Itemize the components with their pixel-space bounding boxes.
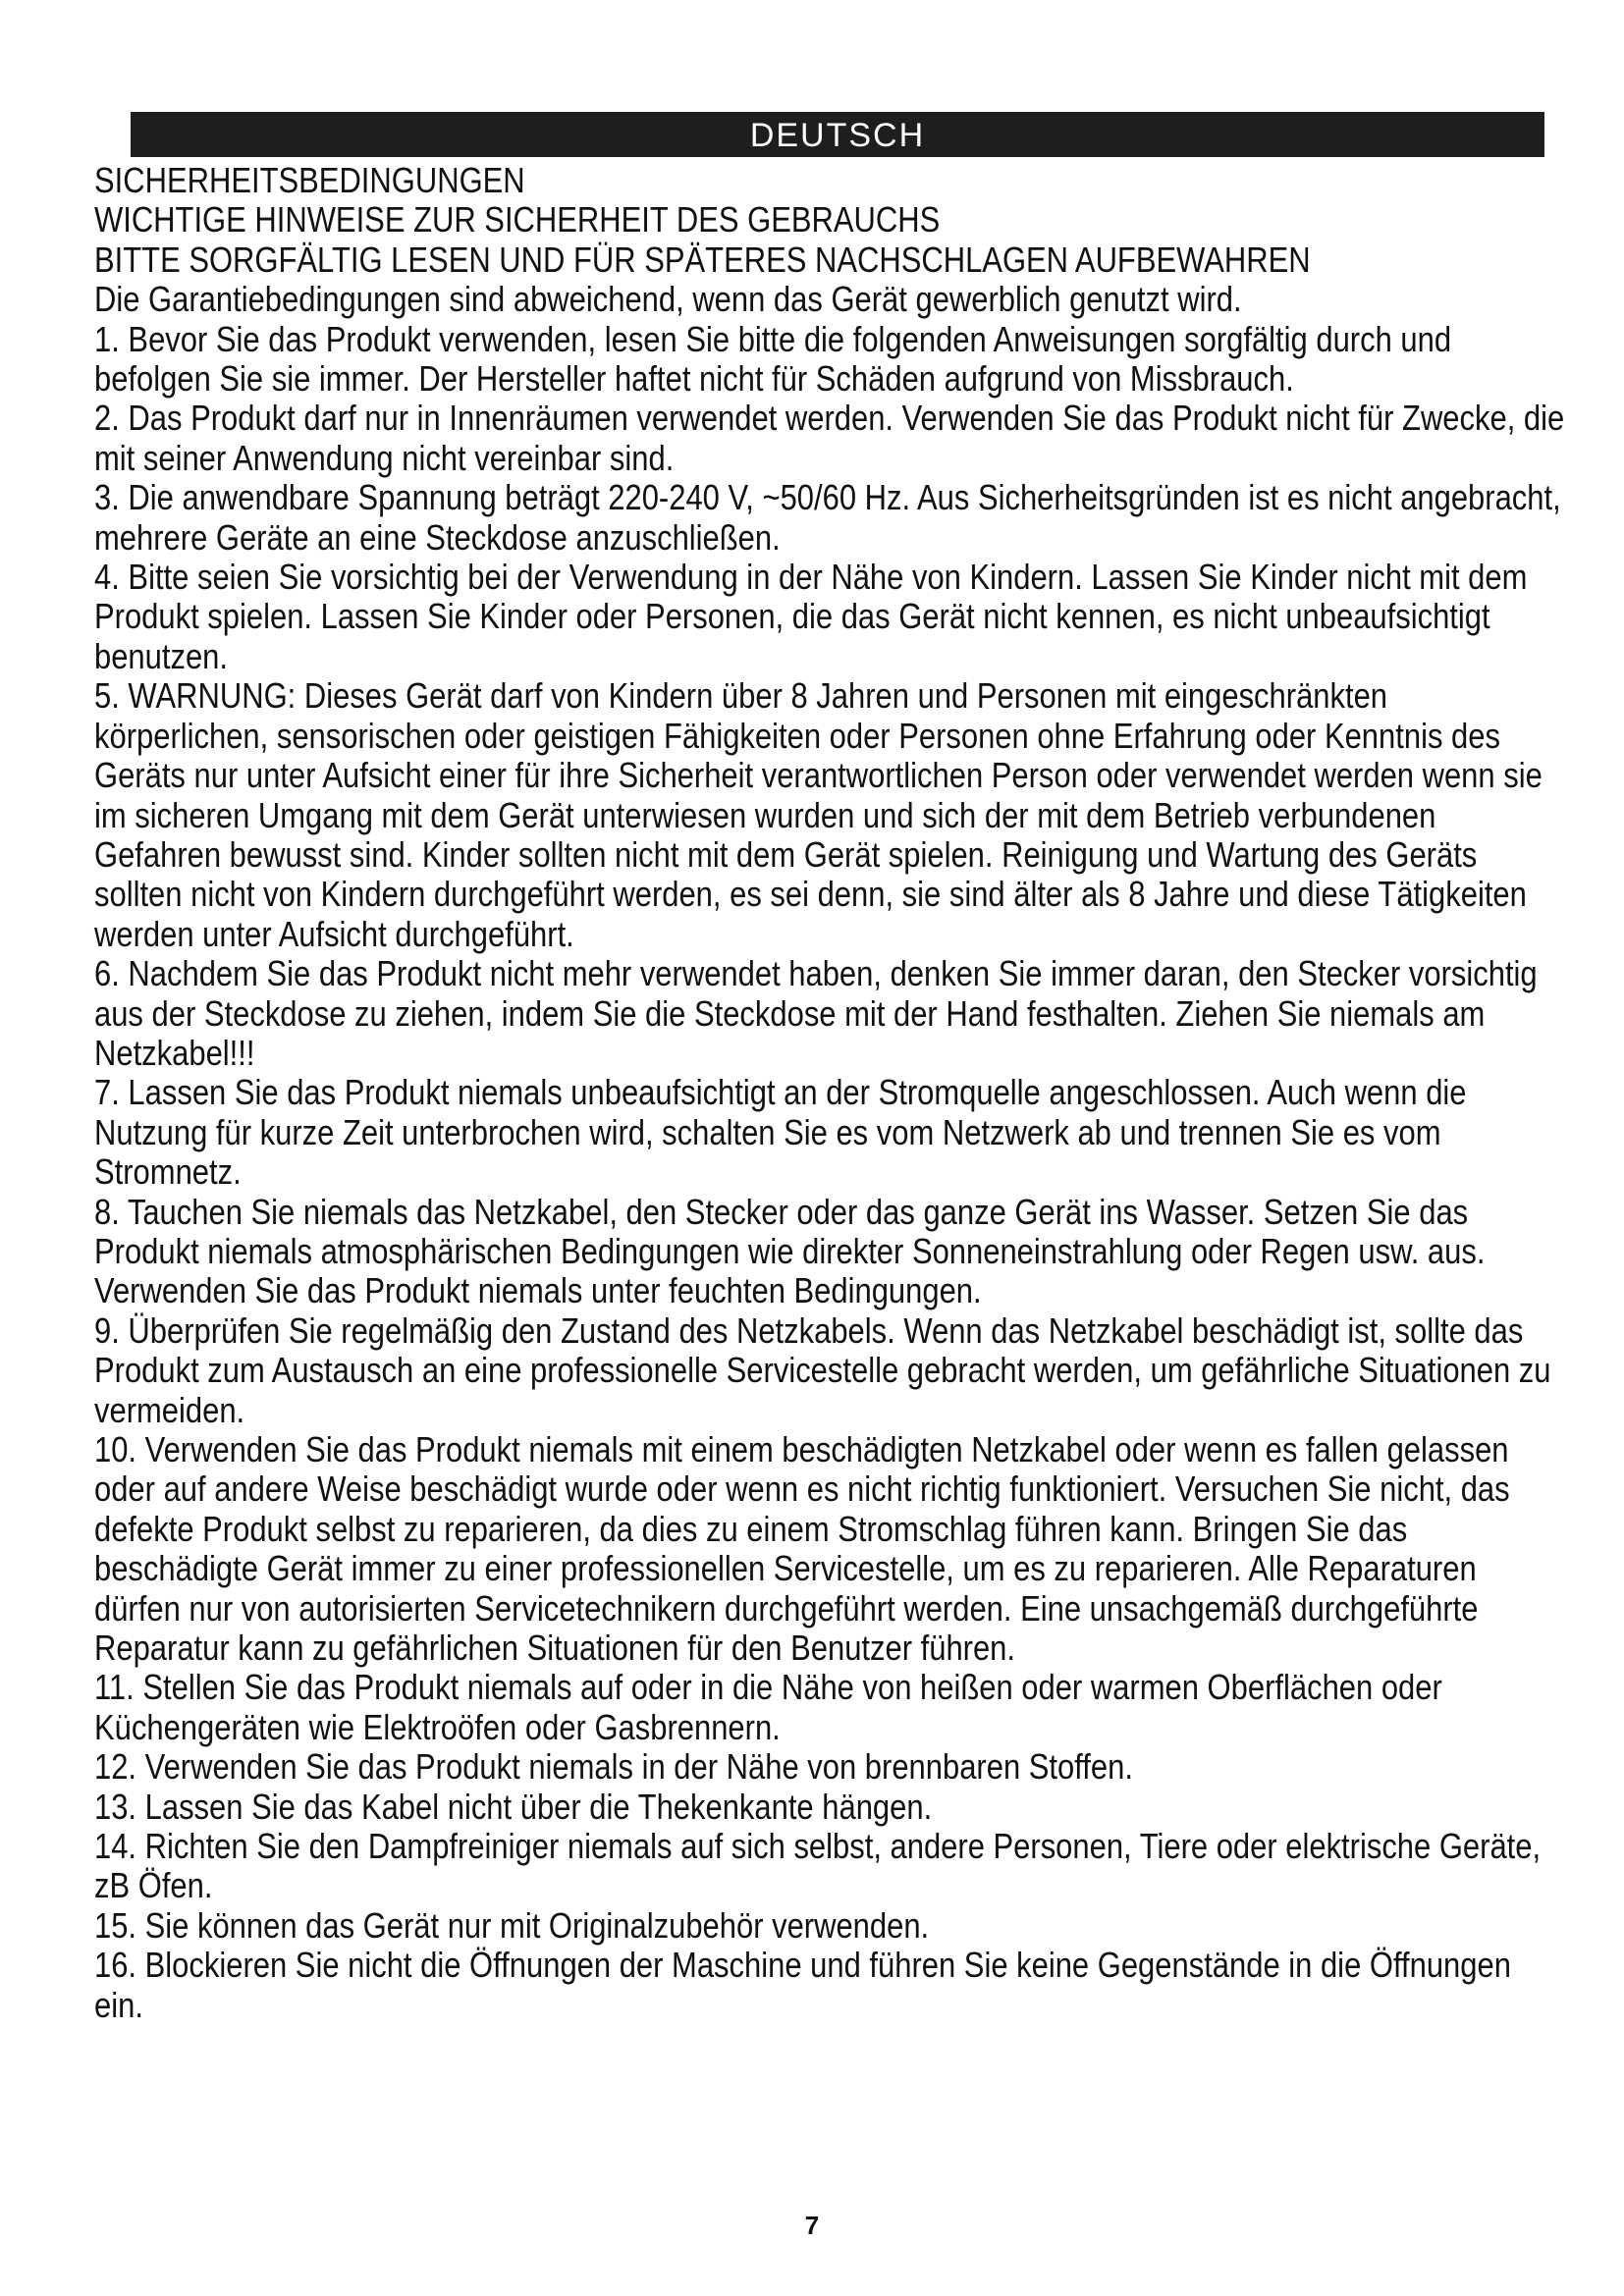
instruction-item-15: 15. Sie können das Gerät nur mit Originalzubehör verwenden. [94, 1904, 930, 1946]
instruction-item-9: 9. Überprüfen Sie regelmäßig den Zustand des Netzkabels. Wenn das Netzkabel beschädigt ist, sollte das Produkt zum Austausch an eine professionelle Servicestelle gebracht werden, um gefährliche Situationen zu vermeiden. [94, 1309, 1551, 1430]
instruction-item-2: 2. Das Produkt darf nur in Innenräumen verwendet werden. Verwenden Sie das Produkt nicht für Zwecke, die mit seiner Anwendung nicht vereinbar sind. [94, 398, 1565, 478]
instruction-item-12: 12. Verwenden Sie das Produkt niemals in der Nähe von brennbaren Stoffen. [94, 1746, 1133, 1788]
instruction-item-11: 11. Stellen Sie das Produkt niemals auf oder in die Nähe von heißen oder warmen Oberflächen oder Küchengeräten wie Elektroöfen oder Gasbrennern. [94, 1667, 1442, 1747]
instruction-item-1: 1. Bevor Sie das Produkt verwenden, lesen Sie bitte die folgenden Anweisungen sorgfältig durch und befolgen Sie sie immer. Der Hersteller haftet nicht für Schäden aufgrund von Missbrauch. [94, 318, 1452, 400]
safety-instructions [94, 160, 1565, 2025]
section-subtitle: WICHTIGE HINWEISE ZUR SICHERHEIT DES GEBRAUCHS [94, 199, 941, 240]
instruction-item-8: 8. Tauchen Sie niemals das Netzkabel, den Stecker oder das ganze Gerät ins Wasser. Setzen Sie das Produkt niemals atmosphärischen Bedingungen wie direkter Sonneneinstrahlung oder Regen usw. aus. Verwenden Sie das Produkt niemals unter feuchten Bedingungen. [94, 1191, 1486, 1311]
instruction-item-6: 6. Nachdem Sie das Produkt nicht mehr verwendet haben, denken Sie immer daran, den Stecker vorsichtig aus der Steckdose zu ziehen, indem Sie die Steckdose mit der Hand festhalten. Ziehen Sie niemals am Netzkabel!!! [94, 953, 1538, 1073]
instruction-item-5: 5. WARNUNG: Dieses Gerät darf von Kindern über 8 Jahren und Personen mit eingeschränkten körperlichen, sensorischen oder geistigen Fähigkeiten oder Personen ohne Erfahrung oder Kenntnis des Geräts nur unter Aufsicht einer für ihre Sicherheit verantwortlichen Person oder verwendet werden wenn sie im sicheren Umgang mit dem Gerät unterwiesen wurden und sich der mit dem Betrieb verbundenen Gefahren bewusst sind. Kinder sollten nicht mit dem Gerät spielen. Reinigung und Wartung des Geräts sollten nicht von Kindern durchgeführt werden, es sei denn, sie sind älter als 8 Jahre und diese Tätigkeiten werden unter Aufsicht durchgeführt. [94, 675, 1543, 954]
instruction-item-4: 4. Bitte seien Sie vorsichtig bei der Verwendung in der Nähe von Kindern. Lassen Sie Kinder nicht mit dem Produkt spielen. Lassen Sie Kinder oder Personen, die das Gerät nicht kennen, es nicht unbeaufsichtigt benutzen. [94, 557, 1528, 676]
language-header-bar: DEUTSCH [131, 112, 1544, 157]
page-number: 7 [804, 2211, 820, 2240]
instruction-item-7: 7. Lassen Sie das Produkt niemals unbeaufsichtigt an der Stromquelle angeschlossen. Auch wenn die Nutzung für kurze Zeit unterbrochen wird, schalten Sie es vom Netzwerk ab und trennen Sie es vom Stromnetz. [94, 1072, 1467, 1193]
warranty-note: Die Garantiebedingungen sind abweichend, wenn das Gerät gewerblich genutzt wird. [94, 279, 1242, 320]
instruction-item-10: 10. Verwenden Sie das Produkt niemals mit einem beschädigten Netzkabel oder wenn es fallen gelassen oder auf andere Weise beschädigt wurde oder wenn es nicht richtig funktioniert. Versuchen Sie nicht, das defekte Produkt selbst zu reparieren, da dies zu einem Stromschlag führen kann. Bringen Sie das beschädigte Gerät immer zu einer professionellen Servicestelle, um es zu reparieren. Alle Reparaturen dürfen nur von autorisierten Servicetechnikern durchgeführt werden. Eine unsachgemäß durchgeführte Reparatur kann zu gefährlichen Situationen für den Benutzer führen. [94, 1429, 1510, 1669]
instruction-item-13: 13. Lassen Sie das Kabel nicht über die Thekenkante hängen. [94, 1786, 933, 1827]
section-notice: BITTE SORGFÄLTIG LESEN UND FÜR SPÄTERES NACHSCHLAGEN AUFBEWAHREN [94, 239, 1311, 280]
instruction-item-14: 14. Richten Sie den Dampfreiniger niemals auf sich selbst, andere Personen, Tiere oder elektrische Geräte, zB Öfen. [94, 1826, 1542, 1906]
instruction-item-16: 16. Blockieren Sie nicht die Öffnungen der Maschine und führen Sie keine Gegenstände in die Öffnungen ein. [94, 1945, 1511, 2025]
instruction-item-3: 3. Die anwendbare Spannung beträgt 220-240 V, ~50/60 Hz. Aus Sicherheitsgründen ist es nicht angebracht, mehrere Geräte an eine Steckdose anzuschließen. [94, 477, 1561, 558]
section-title: SICHERHEITSBEDINGUNGEN [94, 160, 525, 200]
